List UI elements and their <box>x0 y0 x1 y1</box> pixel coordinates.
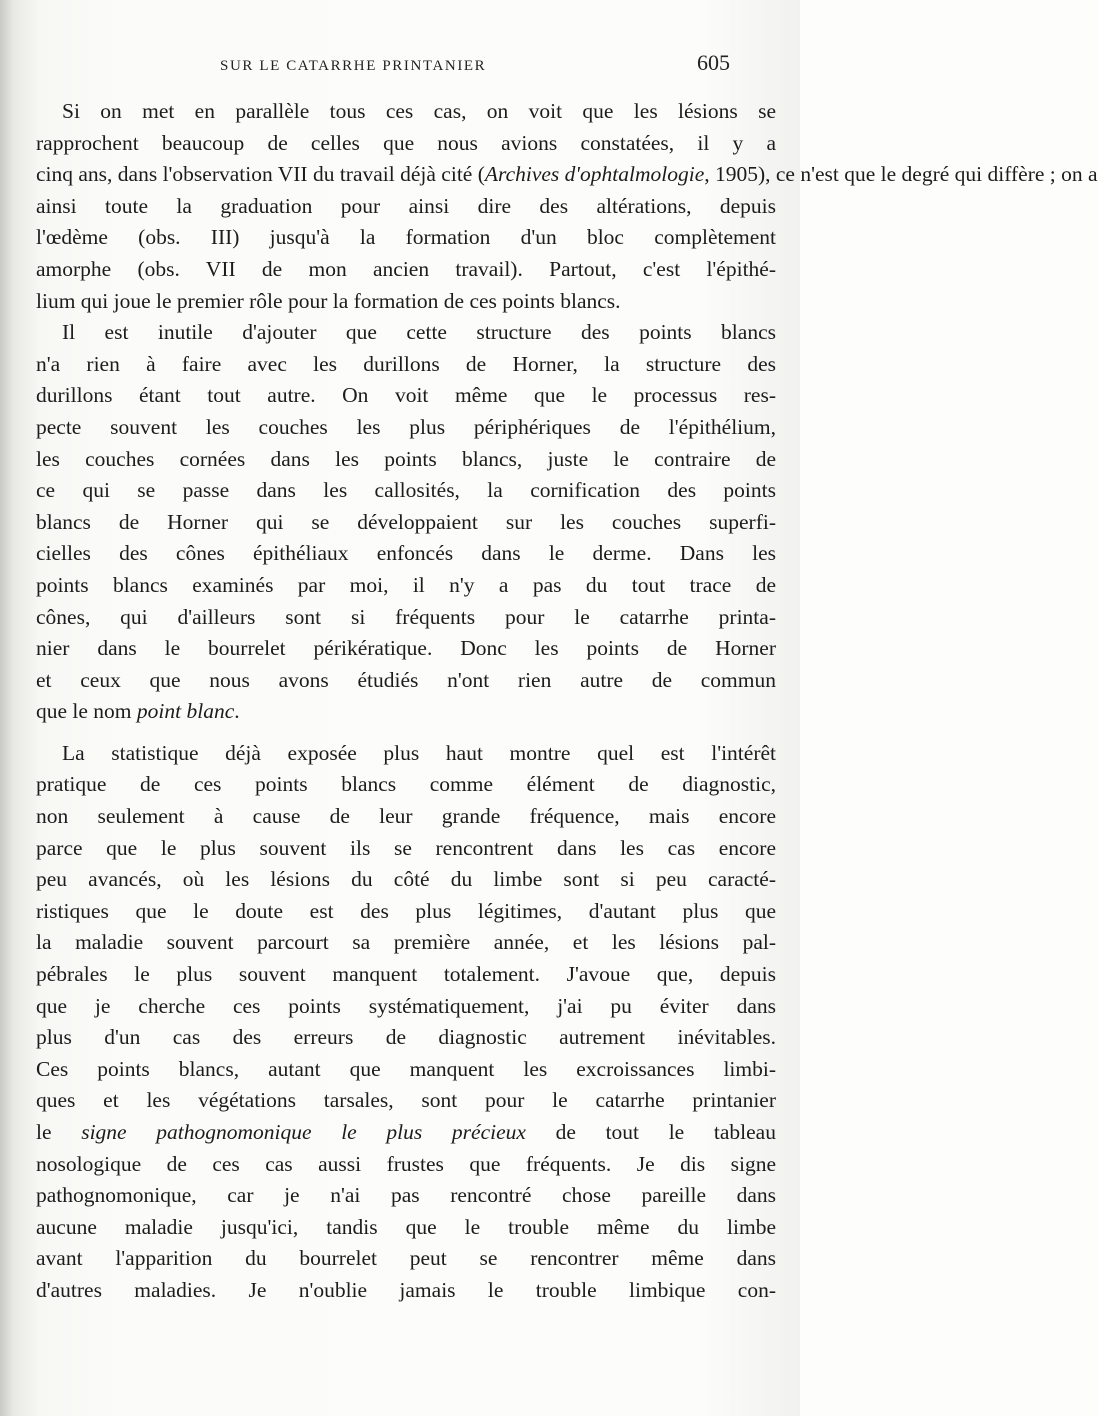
text-line: pébrales le plus souvent manquent totalement. J'avoue que, depuis <box>36 962 776 987</box>
text-line: que je cherche ces points systématiquement, j'ai pu éviter dans <box>36 993 776 1018</box>
text-line: ce qui se passe dans les callosités, la cornification des points <box>36 478 776 503</box>
text-line: et ceux que nous avons étudiés n'ont rien autre de commun <box>36 667 776 692</box>
text-line: pathognomonique, car je n'ai pas rencontré chose pareille dans <box>36 1183 776 1208</box>
text-line: Ces points blancs, autant que manquent les excroissances limbi- <box>36 1056 776 1081</box>
text-line <box>36 159 1098 191</box>
text-line: parce que le plus souvent ils se rencontrent dans les cas encore <box>36 835 776 860</box>
text-fragment: . <box>234 699 240 724</box>
text-line: les couches cornées dans les points blancs, juste le contraire de <box>36 446 776 471</box>
text-line: rapprochent beaucoup de celles que nous avions constatées, il y a <box>36 130 776 155</box>
text-line: ques et les végétations tarsales, sont pour le catarrhe printanier <box>36 1088 776 1113</box>
text-line: peu avancés, où les lésions du côté du limbe sont si peu caracté- <box>36 867 776 892</box>
italic-term: point blanc <box>136 699 235 724</box>
text-line: aucune maladie jusqu'ici, tandis que le trouble même du limbe <box>36 1214 776 1239</box>
text-line: pratique de ces points blancs comme élément de diagnostic, <box>36 772 776 797</box>
text-line <box>36 696 776 728</box>
paragraph-3 <box>36 738 776 1307</box>
text-line: n'a rien à faire avec les durillons de Horner, la structure des <box>36 351 776 376</box>
text-line: l'œdème (obs. III) jusqu'à la formation d'un bloc complètement <box>36 225 776 250</box>
text-line: ristiques que le doute est des plus légitimes, d'autant plus que <box>36 898 776 923</box>
paragraph-1 <box>36 96 1098 317</box>
text-line: pecte souvent les couches les plus périphériques de l'épithélium, <box>36 414 776 439</box>
text-line: nier dans le bourrelet périkératique. Donc les points de Horner <box>36 636 776 661</box>
text-line: Il est inutile d'ajouter que cette structure des points blancs <box>62 320 776 345</box>
text-line: blancs de Horner qui se développaient sur les couches superfi- <box>36 509 776 534</box>
text-line: amorphe (obs. VII de mon ancien travail). Partout, c'est l'épithé- <box>36 256 776 281</box>
text-line: cônes, qui d'ailleurs sont si fréquents pour le catarrhe printa- <box>36 604 776 629</box>
text-fragment: le <box>36 1120 82 1144</box>
text-line: La statistique déjà exposée plus haut montre quel est l'intérêt <box>62 740 776 765</box>
italic-term: signe pathognomonique le plus précieux <box>81 1120 526 1144</box>
text-fragment: que le nom <box>36 699 137 724</box>
text-line: avant l'apparition du bourrelet peut se rencontrer même dans <box>36 1246 776 1271</box>
text-fragment: , 1905), ce n'est que le degré qui diffère ; on a <box>704 162 1098 187</box>
text-line: Si on met en parallèle tous ces cas, on voit que les lésions se <box>62 99 776 123</box>
paragraph-2 <box>36 317 776 728</box>
text-line: durillons étant tout autre. On voit même que le processus res- <box>36 383 776 408</box>
body-text <box>36 96 1098 1307</box>
journal-title: Archives d'ophtalmologie <box>484 162 705 187</box>
text-line: non seulement à cause de leur grande fréquence, mais encore <box>36 804 776 829</box>
text-line: cielles des cônes épithéliaux enfoncés dans le derme. Dans les <box>36 541 776 566</box>
text-line: la maladie souvent parcourt sa première année, et les lésions pal- <box>36 930 776 955</box>
text-line: lium qui joue le premier rôle pour la formation de ces points blancs. <box>36 288 621 313</box>
text-line: points blancs examinés par moi, il n'y a pas du tout trace de <box>36 572 776 597</box>
text-line <box>36 1117 776 1149</box>
text-line: ainsi toute la graduation pour ainsi dire des altérations, depuis <box>36 193 776 218</box>
text-fragment: cinq ans, dans l'observation VII du travail déjà cité ( <box>36 162 485 187</box>
text-fragment: de tout le tableau <box>525 1120 776 1144</box>
text-line: plus d'un cas des erreurs de diagnostic autrement inévitables. <box>36 1025 776 1050</box>
text-line: d'autres maladies. Je n'oublie jamais le trouble limbique con- <box>36 1277 776 1302</box>
page-number: 605 <box>697 50 730 75</box>
running-title: SUR LE CATARRHE PRINTANIER <box>220 58 487 74</box>
text-line: nosologique de ces cas aussi frustes que fréquents. Je dis signe <box>36 1151 776 1176</box>
